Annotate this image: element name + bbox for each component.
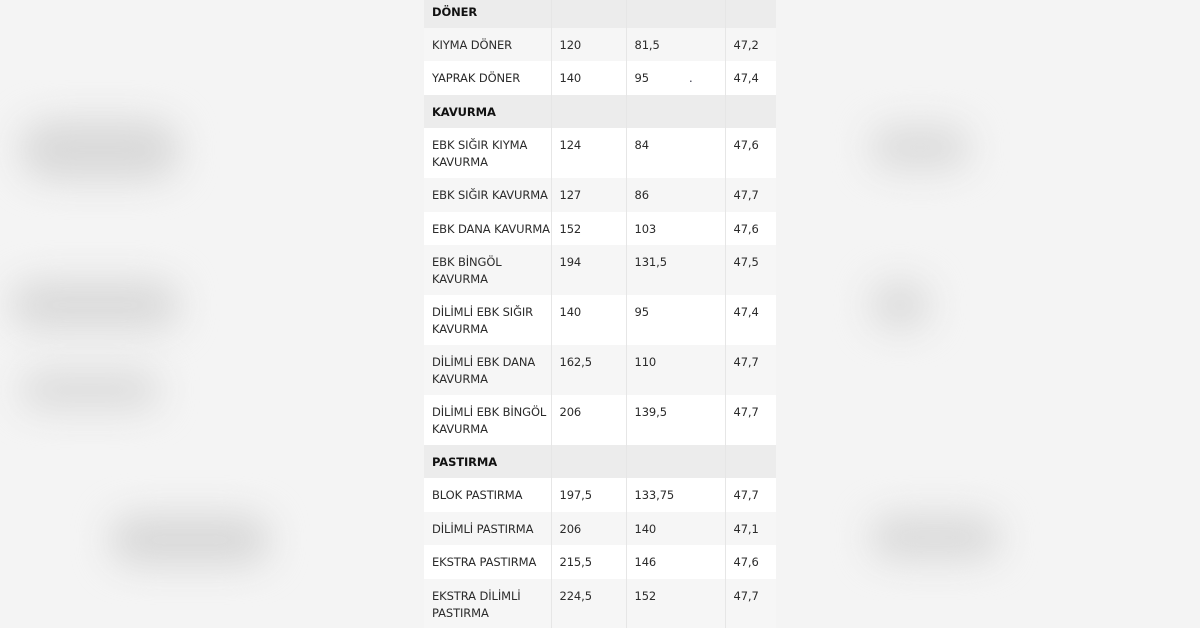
table-cell — [551, 445, 626, 478]
table-row — [424, 61, 776, 94]
table-cell — [626, 445, 725, 478]
table-row — [424, 579, 776, 628]
table-row — [424, 212, 776, 245]
cell-value: 95 — [634, 71, 649, 86]
table-row — [424, 245, 776, 295]
section-title: DÖNER — [424, 0, 551, 28]
background-blob — [870, 280, 930, 330]
product-name: EBK SIĞIR KAVURMA — [424, 178, 551, 211]
table-row-section — [424, 445, 776, 478]
price-table — [424, 0, 776, 628]
product-name: DİLİMLİ EBK BİNGÖL KAVURMA — [424, 395, 551, 445]
table-cell: 162,5 — [551, 345, 626, 395]
table-cell: 47,1 — [725, 512, 776, 545]
background-blob — [20, 370, 160, 410]
table-cell: 47,7 — [725, 345, 776, 395]
product-name: EBK DANA KAVURMA — [424, 212, 551, 245]
background-blob — [870, 515, 1000, 560]
section-title: PASTIRMA — [424, 445, 551, 478]
product-name: EBK SIĞIR KIYMA KAVURMA — [424, 128, 551, 178]
table-cell: 110 — [626, 345, 725, 395]
table-cell: 47,7 — [725, 178, 776, 211]
table-cell — [626, 61, 725, 94]
table-cell: 133,75 — [626, 478, 725, 511]
table-cell: 47,2 — [725, 28, 776, 61]
table-cell: 47,5 — [725, 245, 776, 295]
table-cell: 127 — [551, 178, 626, 211]
background-blob — [20, 120, 180, 180]
table-cell — [626, 0, 725, 28]
table-cell: 194 — [551, 245, 626, 295]
table-row — [424, 128, 776, 178]
table-cell: 206 — [551, 512, 626, 545]
table-cell — [725, 445, 776, 478]
background-blob — [110, 515, 270, 565]
table-cell — [725, 95, 776, 128]
stray-mark: . — [688, 71, 693, 86]
product-name: DİLİMLİ EBK SIĞIR KAVURMA — [424, 295, 551, 345]
product-name: YAPRAK DÖNER — [424, 61, 551, 94]
table-cell — [551, 0, 626, 28]
table-row-section — [424, 95, 776, 128]
table-row-section — [424, 0, 776, 28]
product-name: KIYMA DÖNER — [424, 28, 551, 61]
table-row — [424, 28, 776, 61]
table-row — [424, 345, 776, 395]
product-name: BLOK PASTIRMA — [424, 478, 551, 511]
table-cell: 47,6 — [725, 545, 776, 578]
table-row — [424, 478, 776, 511]
table-cell: 81,5 — [626, 28, 725, 61]
table-cell — [551, 95, 626, 128]
table-cell: 224,5 — [551, 579, 626, 628]
table-cell: 86 — [626, 178, 725, 211]
product-name: EKSTRA PASTIRMA — [424, 545, 551, 578]
table-cell: 47,7 — [725, 579, 776, 628]
table-cell: 47,7 — [725, 478, 776, 511]
table-row — [424, 512, 776, 545]
table-cell: 152 — [626, 579, 725, 628]
table-row — [424, 295, 776, 345]
table-cell — [725, 0, 776, 28]
table-cell: 140 — [551, 295, 626, 345]
product-name: DİLİMLİ PASTIRMA — [424, 512, 551, 545]
table-cell: 124 — [551, 128, 626, 178]
table-cell: 139,5 — [626, 395, 725, 445]
table-cell: 47,6 — [725, 212, 776, 245]
table-cell: 95 — [626, 295, 725, 345]
table-cell: 120 — [551, 28, 626, 61]
table-cell: 47,6 — [725, 128, 776, 178]
table-row — [424, 395, 776, 445]
table-cell: 140 — [551, 61, 626, 94]
product-name: EKSTRA DİLİMLİ PASTIRMA — [424, 579, 551, 628]
table-row — [424, 545, 776, 578]
table-cell: 197,5 — [551, 478, 626, 511]
section-title: KAVURMA — [424, 95, 551, 128]
price-table-container — [424, 0, 776, 628]
table-cell: 215,5 — [551, 545, 626, 578]
background-blob — [870, 125, 970, 170]
table-cell: 146 — [626, 545, 725, 578]
table-cell: 140 — [626, 512, 725, 545]
table-cell: 47,7 — [725, 395, 776, 445]
table-cell: 47,4 — [725, 295, 776, 345]
product-name: DİLİMLİ EBK DANA KAVURMA — [424, 345, 551, 395]
table-row — [424, 178, 776, 211]
table-cell: 152 — [551, 212, 626, 245]
table-cell: 47,4 — [725, 61, 776, 94]
table-cell: 131,5 — [626, 245, 725, 295]
product-name: EBK BİNGÖL KAVURMA — [424, 245, 551, 295]
background-blob — [10, 280, 180, 330]
table-cell: 206 — [551, 395, 626, 445]
table-cell: 84 — [626, 128, 725, 178]
table-cell — [626, 95, 725, 128]
table-cell: 103 — [626, 212, 725, 245]
